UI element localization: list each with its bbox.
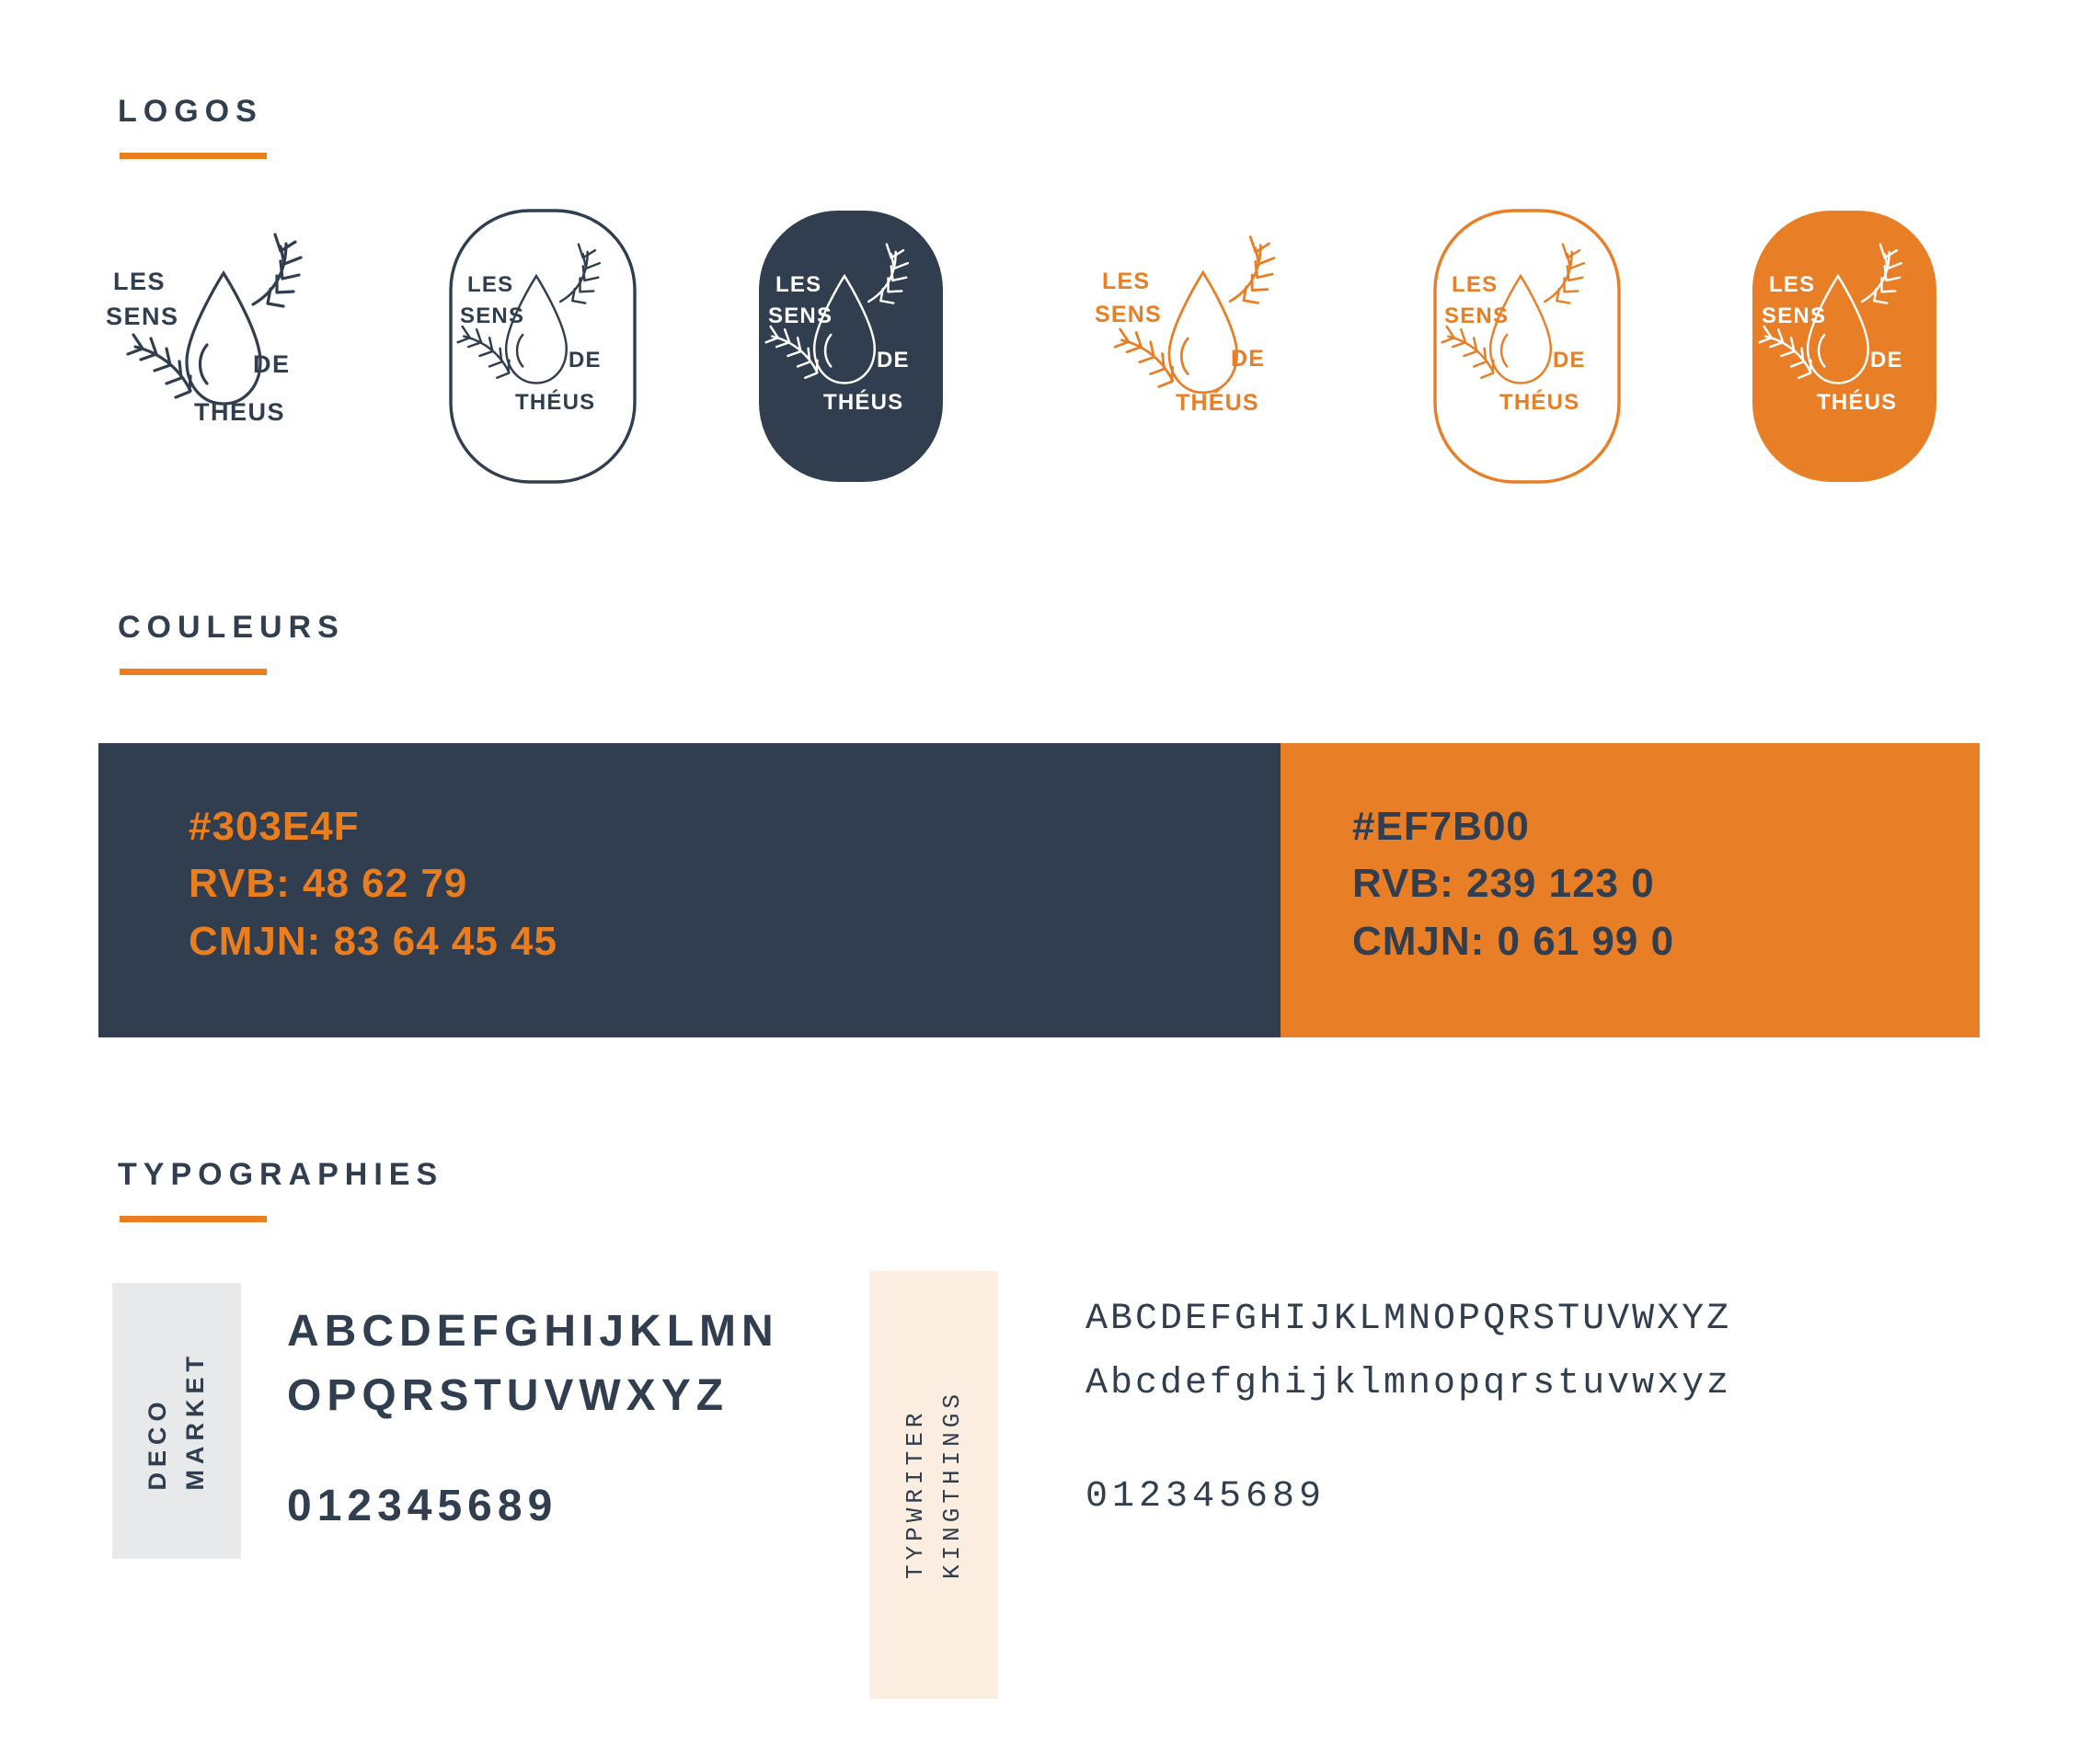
color-dark-cmjn: CMJN: 83 64 45 45 xyxy=(189,918,557,964)
logo-mark xyxy=(1398,198,1656,492)
logo-dark-outlined xyxy=(405,198,681,492)
svg-text:THÉUS: THÉUS xyxy=(1176,390,1259,416)
section-heading-typographies: TYPOGRAPHIES xyxy=(118,1157,444,1192)
svg-text:SENS: SENS xyxy=(1444,304,1510,328)
logo-mark xyxy=(722,198,980,492)
font-name-tag-market-deco xyxy=(112,1283,241,1559)
svg-text:DE: DE xyxy=(253,350,291,378)
color-orange-hex: #EF7B00 xyxy=(1352,804,1530,849)
color-orange-cmjn: CMJN: 0 61 99 0 xyxy=(1352,918,1675,964)
logo-mark xyxy=(414,198,672,492)
logo-mark xyxy=(106,207,363,483)
font1-name-line2: DECO xyxy=(144,1396,171,1491)
font2-uppercase: ABCDEFGHIJKLMNOPQRSTUVWXYZ xyxy=(1085,1299,1732,1340)
section-heading-logos: LOGOS xyxy=(118,94,263,129)
section-rule-typographies xyxy=(120,1216,267,1222)
svg-text:THÉUS: THÉUS xyxy=(1817,390,1898,415)
font2-name-line1: KINGTHINGS xyxy=(938,1390,966,1580)
logo-orange-plain xyxy=(1076,198,1352,492)
svg-text:THÉUS: THÉUS xyxy=(194,398,286,426)
section-rule-logos xyxy=(120,153,267,159)
svg-text:SENS: SENS xyxy=(1762,304,1827,328)
logo-orange-solid xyxy=(1706,198,1982,492)
font1-uppercase-line2: OPQRSTUVWXYZ xyxy=(287,1371,729,1420)
section-rule-couleurs xyxy=(120,669,267,675)
svg-text:THÉUS: THÉUS xyxy=(823,390,904,415)
svg-text:DE: DE xyxy=(1870,348,1903,372)
svg-text:DE: DE xyxy=(877,348,910,372)
svg-text:LES: LES xyxy=(113,268,167,295)
svg-text:THÉUS: THÉUS xyxy=(515,390,596,415)
svg-text:LES: LES xyxy=(1452,272,1499,297)
font2-name-line2: TYPWRITER xyxy=(902,1409,929,1580)
font1-name-line1: MARKET xyxy=(181,1351,209,1491)
font1-uppercase-line1: ABCDEFGHIJKLMN xyxy=(287,1307,779,1356)
svg-text:LES: LES xyxy=(1769,272,1816,297)
logo-row xyxy=(87,198,2010,510)
font1-digits: 012345689 xyxy=(287,1482,558,1530)
logo-mark xyxy=(1716,198,1973,492)
svg-text:DE: DE xyxy=(1231,346,1266,372)
font2-digits: 012345689 xyxy=(1085,1476,1327,1518)
logo-dark-plain xyxy=(97,198,373,492)
font-name-tag-kingthings-typwriter xyxy=(869,1271,998,1699)
svg-text:SENS: SENS xyxy=(460,304,525,328)
svg-text:SENS: SENS xyxy=(1095,302,1162,327)
svg-text:LES: LES xyxy=(1102,269,1151,294)
color-palette-band xyxy=(98,743,1980,1037)
color-orange-info xyxy=(1352,798,1674,970)
color-dark-rvb: RVB: 48 62 79 xyxy=(189,861,468,907)
svg-text:THÉUS: THÉUS xyxy=(1499,390,1580,415)
svg-text:SENS: SENS xyxy=(768,304,833,328)
section-heading-couleurs: COULEURS xyxy=(118,610,345,645)
color-orange-rvb: RVB: 239 123 0 xyxy=(1352,861,1655,907)
svg-text:DE: DE xyxy=(569,348,602,372)
svg-text:LES: LES xyxy=(775,272,822,297)
color-dark-hex: #303E4F xyxy=(189,804,360,849)
svg-text:SENS: SENS xyxy=(106,303,179,330)
font2-lowercase: Abcdefghijklmnopqrstuvwxyz xyxy=(1085,1363,1732,1404)
svg-text:DE: DE xyxy=(1553,348,1586,372)
logo-orange-outlined xyxy=(1389,198,1665,492)
color-swatch-dark xyxy=(98,743,1281,1037)
color-swatch-orange xyxy=(1281,743,1980,1037)
color-dark-info xyxy=(189,798,557,970)
svg-text:LES: LES xyxy=(467,272,514,297)
logo-dark-solid xyxy=(713,198,989,492)
logo-mark xyxy=(1095,212,1334,478)
